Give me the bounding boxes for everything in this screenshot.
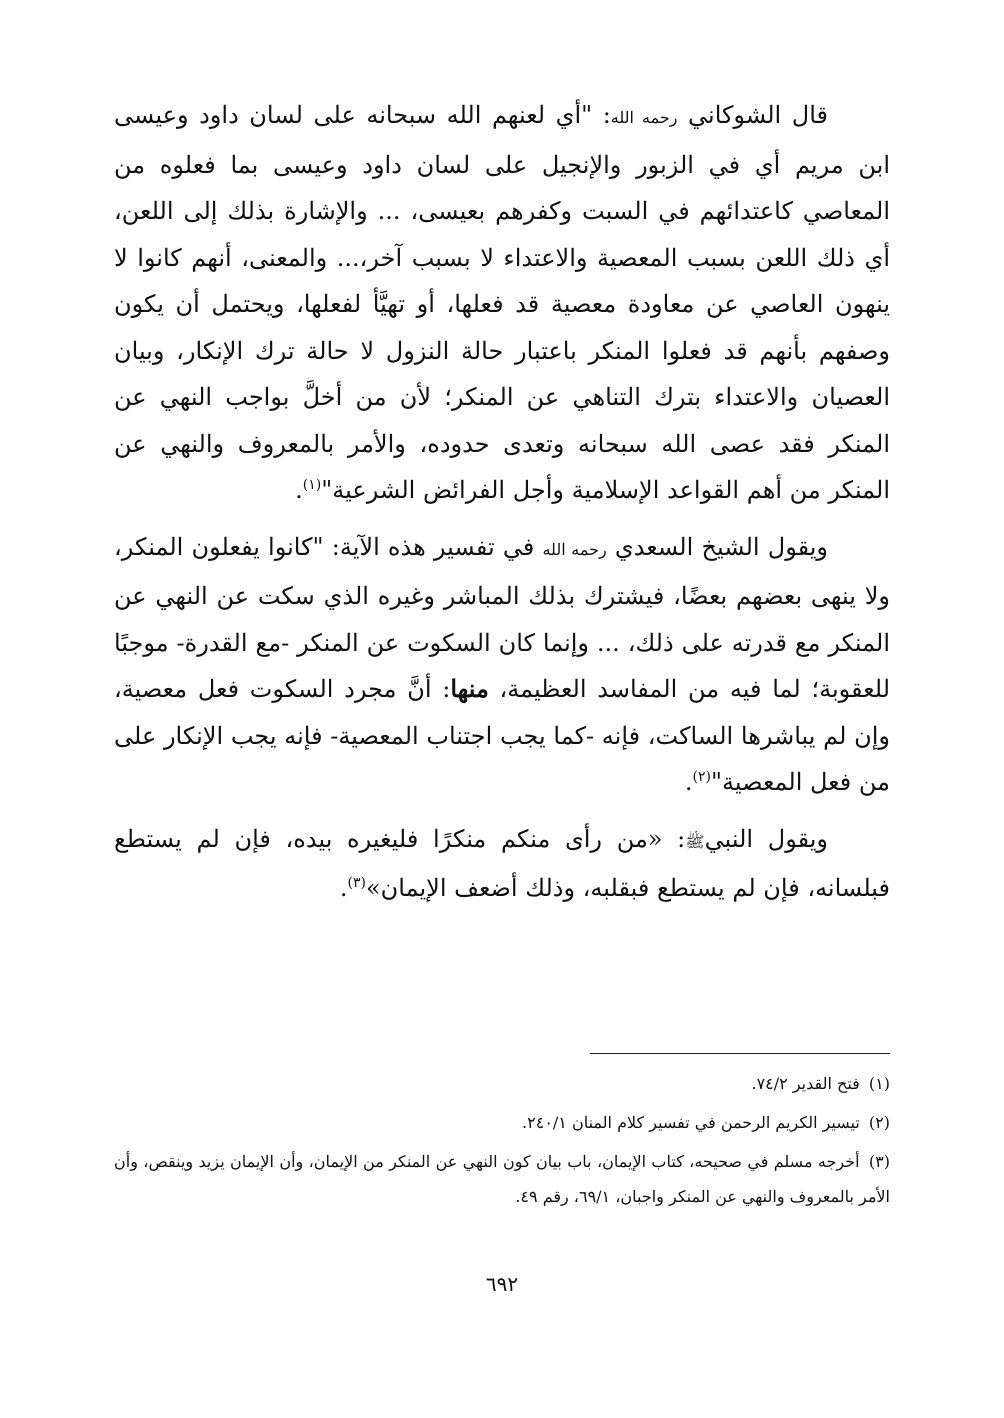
footnote-1 — [114, 1066, 890, 1101]
paragraph-text: ويقول النبي — [704, 824, 829, 853]
paragraph-shawkani — [114, 92, 890, 514]
footnote-marker[interactable]: (٢) — [692, 769, 711, 785]
paragraph-text: : أنَّ مجرد السكوت فعل معصية، وإن لم يباشرها الساكت، فإنه -كما يجب اجتناب المعصية- فإنه يجب الإنكار على من فعل المعصية" — [114, 675, 890, 796]
footnote-separator — [590, 1053, 890, 1054]
paragraph-text: ويقول الشيخ السعدي — [606, 532, 828, 561]
paragraph-text: قال الشوكاني — [677, 101, 828, 129]
paragraph-text: : «من رأى منكم منكرًا فليغيره بيده، فإن لم يستطع فبلسانه، فإن لم يستطع فبقلبه، وذلك أضعف الإيمان» — [114, 824, 890, 902]
paragraph-text: . — [684, 768, 693, 796]
footnote-number: (٣) — [868, 1152, 890, 1171]
footnote-marker[interactable]: (١) — [302, 477, 322, 493]
footnotes-section — [114, 1066, 890, 1218]
paragraph-text: في تفسير هذه الآية: "كانوا يفعلون المنكر، ولا ينهى بعضهم بعضًا، فيشترك بذلك المباشر وغيره الذي سكت عن النهي عن المنكر مع قدرته على ذلك، ... وإنما كان السكوت عن المنكر -مع القدرة- موجبًا للعقوبة؛ لما فيه من المفاسد العظيمة، — [114, 532, 891, 703]
footnote-text: أخرجه مسلم في صحيحه، كتاب الإيمان، باب بيان كون النهي عن المنكر من الإيمان، وأن الإيمان يزيد وينقص، وأن الأمر بالمعروف والنهي عن المنكر واجبان، ٦٩/١، رقم ٤٩. — [114, 1152, 890, 1206]
footnote-3 — [114, 1144, 890, 1214]
paragraph-hadith — [114, 816, 890, 912]
footnote-2 — [114, 1105, 890, 1140]
paragraph-text: : "أي لعنهم الله سبحانه على لسان داود وعيسى ابن مريم أي في الزبور والإنجيل على لسان داود وعيسى بما فعلوه من المعاصي كاعتدائهم في السبت وكفرهم بعيسى، ... والإشارة بذلك إلى اللعن، أي ذلك اللعن بسبب المعصية والاعتداء لا بسبب آخر،... والمعنى، أنهم كانوا لا ينهون العاصي عن معاودة معصية قد فعلها، أو تهيَّأ لفعلها، ويحتمل أن يكون وصفهم بأنهم قد فعلوا المنكر باعتبار حالة النزول لا حالة ترك الإنكار، وبيان العصيان والاعتداء بترك التناهي عن المنكر؛ لأن من أخلَّ بواجب النهي عن المنكر فقد عصى الله سبحانه وتعدى حدوده، والأمر بالمعروف والنهي عن المنكر من أهم القواعد الإسلامية وأجل الفرائض الشرعية" — [114, 101, 890, 504]
honorific-glyph: رحمه الله — [542, 539, 607, 559]
honorific-glyph: رحمه الله — [610, 108, 678, 127]
honorific-glyph: ﷺ — [685, 831, 705, 851]
footnote-number: (٢) — [868, 1113, 890, 1132]
paragraph-text: . — [339, 874, 348, 902]
bold-word: منها — [450, 674, 489, 703]
footnote-text: فتح القدير ٧٤/٢. — [751, 1074, 860, 1093]
paragraph-text: . — [295, 476, 303, 504]
main-text — [114, 92, 890, 922]
footnote-number: (١) — [868, 1074, 890, 1093]
footnote-text: تيسير الكريم الرحمن في تفسير كلام المنان ٢٤٠/١. — [522, 1113, 860, 1132]
paragraph-saadi — [114, 524, 890, 806]
page-number: ٦٩٢ — [485, 1272, 519, 1296]
footnote-marker[interactable]: (٣) — [347, 875, 366, 891]
